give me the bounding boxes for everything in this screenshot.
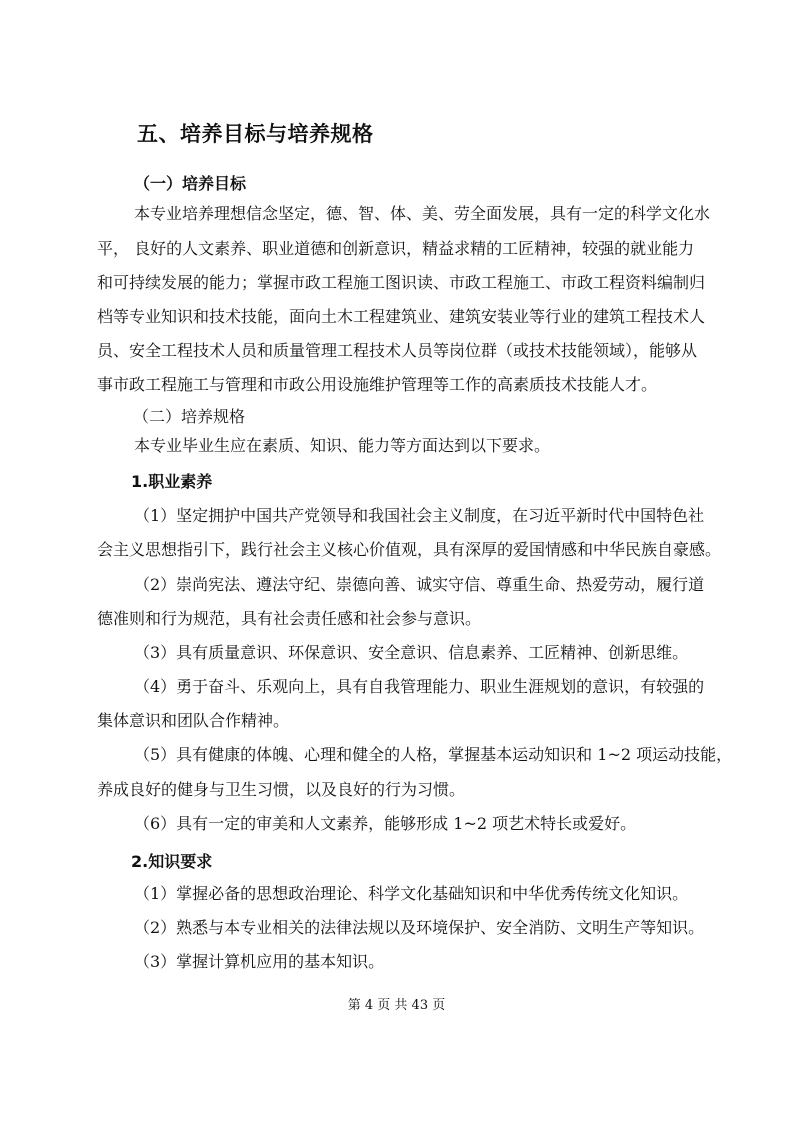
subsection-title-goals: （一）培养目标 <box>134 174 247 193</box>
list-item: （5）具有健康的体魄、心理和健全的人格，掌握基本运动知识和 1~2 项运动技能， <box>134 745 733 764</box>
list-item: （4）勇于奋斗、乐观向上，具有自我管理能力、职业生涯规划的意识，有较强的 <box>134 677 705 696</box>
paragraph-line: 和可持续发展的能力；掌握市政工程施工图识读、市政工程施工、市政工程资料编制归 <box>97 273 706 292</box>
list-item: （3）掌握计算机应用的基本知识。 <box>134 952 385 971</box>
paragraph-line: 平， 良好的人文素养、职业道德和创新意识，精益求精的工匠精神，较强的就业能力 <box>97 239 695 258</box>
page-number-footer: 第 4 页 共 43 页 <box>347 998 446 1013</box>
list-item: （1）坚定拥护中国共产党领导和我国社会主义制度，在习近平新时代中国特色社 <box>134 506 705 525</box>
list-item: （2）熟悉与本专业相关的法律法规以及环境保护、安全消防、文明生产等知识。 <box>134 918 705 937</box>
section-title: 五、培养目标与培养规格 <box>137 122 374 146</box>
paragraph-line: 员、安全工程技术人员和质量管理工程技术人员等岗位群（或技术技能领域），能够从 <box>97 341 698 360</box>
paragraph-line: 档等专业知识和技术技能，面向土木工程建筑业、建筑安装业等行业的建筑工程技术人 <box>97 307 706 326</box>
list-item: （3）具有质量意识、环保意识、安全意识、信息素养、工匠精神、创新思维。 <box>134 643 689 662</box>
list-item: （1）掌握必备的思想政治理论、科学文化基础知识和中华优秀传统文化知识。 <box>134 884 689 903</box>
paragraph-line: 本专业毕业生应在素质、知识、能力等方面达到以下要求。 <box>134 436 551 455</box>
list-item: （6）具有一定的审美和人文素养，能够形成 1~2 项艺术特长或爱好。 <box>134 814 637 833</box>
subsection-title-specs: （二）培养规格 <box>133 407 246 426</box>
list-item: 德准则和行为规范，具有社会责任感和社会参与意识。 <box>97 609 482 628</box>
list-item: 集体意识和团队合作精神。 <box>97 711 290 730</box>
list-item: （2）崇尚宪法、遵法守纪、崇德向善、诚实守信、尊重生命、热爱劳动，履行道 <box>134 575 705 594</box>
heading-professional-quality: 1.职业素养 <box>131 472 213 491</box>
heading-knowledge-requirements: 2.知识要求 <box>131 852 213 871</box>
list-item: 养成良好的健身与卫生习惯，以及良好的行为习惯。 <box>97 780 466 799</box>
paragraph-line: 本专业培养理想信念坚定，德、智、体、美、劳全面发展，具有一定的科学文化水 <box>134 204 711 223</box>
paragraph-line: 事市政工程施工与管理和市政公用设施维护管理等工作的高素质技术技能人才。 <box>97 375 658 394</box>
list-item: 会主义思想指引下，践行社会主义核心价值观，具有深厚的爱国情感和中华民族自豪感。 <box>97 540 722 559</box>
